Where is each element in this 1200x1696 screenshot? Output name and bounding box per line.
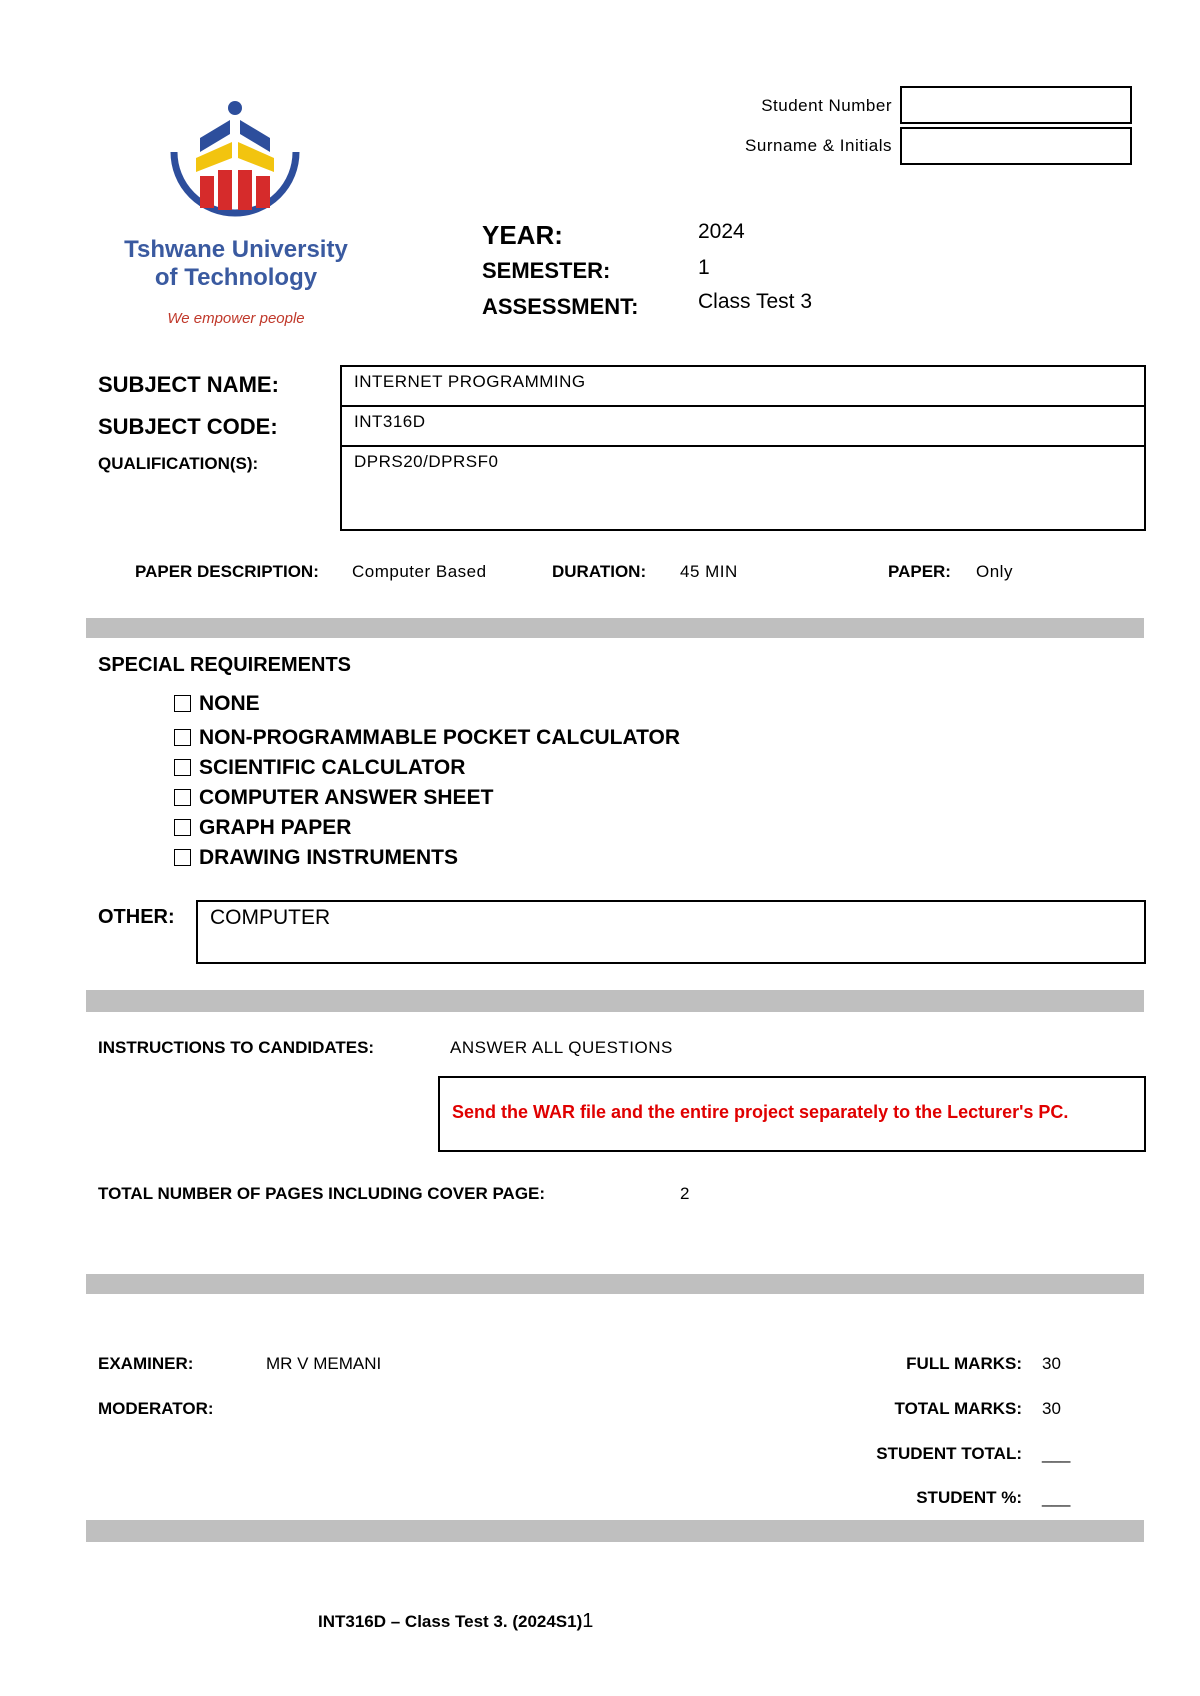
logo-line-1: Tshwane University bbox=[124, 236, 348, 263]
checkbox-icon[interactable] bbox=[174, 789, 191, 806]
year-value: 2024 bbox=[698, 220, 745, 243]
checkbox-icon[interactable] bbox=[174, 729, 191, 746]
requirement-non-programmable-calculator[interactable]: NON-PROGRAMMABLE POCKET CALCULATOR bbox=[174, 726, 680, 750]
other-label: OTHER: bbox=[98, 906, 175, 928]
total-pages-label: TOTAL NUMBER OF PAGES INCLUDING COVER PAGE: bbox=[98, 1184, 546, 1203]
paper-description-label: PAPER DESCRIPTION: bbox=[135, 562, 319, 581]
semester-label: SEMESTER: bbox=[482, 258, 611, 283]
student-percent-value: ___ bbox=[1042, 1488, 1071, 1507]
student-total-value: ___ bbox=[1042, 1444, 1071, 1463]
subject-name-box bbox=[340, 365, 1146, 407]
subject-name-label: SUBJECT NAME: bbox=[98, 372, 279, 397]
requirement-drawing-instruments[interactable]: DRAWING INSTRUMENTS bbox=[174, 846, 458, 870]
other-box bbox=[196, 900, 1146, 964]
full-marks-label: FULL MARKS: bbox=[906, 1354, 1022, 1373]
student-percent-label: STUDENT %: bbox=[916, 1488, 1022, 1507]
paper-label: PAPER: bbox=[888, 562, 951, 581]
special-requirements-title: SPECIAL REQUIREMENTS bbox=[98, 654, 351, 676]
qualification-value: DPRS20/DPRSF0 bbox=[354, 452, 499, 471]
checkbox-icon[interactable] bbox=[174, 759, 191, 776]
semester-value: 1 bbox=[698, 256, 710, 279]
requirement-scientific-calculator[interactable]: SCIENTIFIC CALCULATOR bbox=[174, 756, 465, 780]
section-divider bbox=[86, 1274, 1144, 1294]
qualification-box bbox=[340, 445, 1146, 531]
section-divider bbox=[86, 1520, 1144, 1542]
requirement-computer-answer-sheet[interactable]: COMPUTER ANSWER SHEET bbox=[174, 786, 493, 810]
logo-tagline: We empower people bbox=[167, 310, 305, 327]
full-marks-value: 30 bbox=[1042, 1354, 1061, 1373]
paper-description-value: Computer Based bbox=[352, 562, 487, 581]
footer-text: INT316D – Class Test 3. (2024S1) bbox=[318, 1612, 583, 1631]
student-total-label: STUDENT TOTAL: bbox=[876, 1444, 1022, 1463]
subject-code-value: INT316D bbox=[354, 412, 426, 431]
checkbox-icon[interactable] bbox=[174, 849, 191, 866]
paper-value: Only bbox=[976, 562, 1013, 581]
instructions-value: ANSWER ALL QUESTIONS bbox=[450, 1038, 673, 1057]
total-pages-value: 2 bbox=[680, 1184, 690, 1203]
qualification-label: QUALIFICATION(S): bbox=[98, 454, 259, 473]
examiner-value: MR V MEMANI bbox=[266, 1354, 382, 1373]
page-footer bbox=[318, 1610, 593, 1633]
instructions-note-box bbox=[438, 1076, 1146, 1152]
subject-name-value: INTERNET PROGRAMMING bbox=[354, 372, 586, 391]
duration-label: DURATION: bbox=[552, 562, 647, 581]
requirement-graph-paper[interactable]: GRAPH PAPER bbox=[174, 816, 351, 840]
other-value: COMPUTER bbox=[210, 906, 331, 929]
student-number-field[interactable] bbox=[900, 86, 1132, 124]
logo-line-2: of Technology bbox=[154, 264, 318, 291]
total-marks-value: 30 bbox=[1042, 1399, 1061, 1418]
surname-label: Surname & Initials bbox=[745, 136, 892, 155]
year-label: YEAR: bbox=[482, 220, 563, 250]
subject-code-label: SUBJECT CODE: bbox=[98, 414, 278, 439]
surname-field[interactable] bbox=[900, 127, 1132, 165]
examiner-label: EXAMINER: bbox=[98, 1354, 194, 1373]
checkbox-icon[interactable] bbox=[174, 695, 191, 712]
checkbox-icon[interactable] bbox=[174, 819, 191, 836]
moderator-label: MODERATOR: bbox=[98, 1399, 214, 1418]
requirement-none[interactable]: NONE bbox=[174, 692, 260, 716]
assessment-label: ASSESSMENT: bbox=[482, 294, 639, 319]
tut-logo bbox=[160, 100, 310, 230]
duration-value: 45 MIN bbox=[680, 562, 738, 581]
assessment-value: Class Test 3 bbox=[698, 290, 812, 313]
tut-emblem-icon bbox=[160, 100, 310, 230]
page-number: 1 bbox=[582, 1610, 594, 1632]
instructions-label: INSTRUCTIONS TO CANDIDATES: bbox=[98, 1038, 375, 1057]
instructions-note: Send the WAR file and the entire project separately to the Lecturer's PC. bbox=[452, 1102, 1069, 1122]
total-marks-label: TOTAL MARKS: bbox=[894, 1399, 1022, 1418]
section-divider bbox=[86, 990, 1144, 1012]
student-number-label: Student Number bbox=[761, 96, 892, 115]
subject-code-box bbox=[340, 405, 1146, 447]
section-divider bbox=[86, 618, 1144, 638]
